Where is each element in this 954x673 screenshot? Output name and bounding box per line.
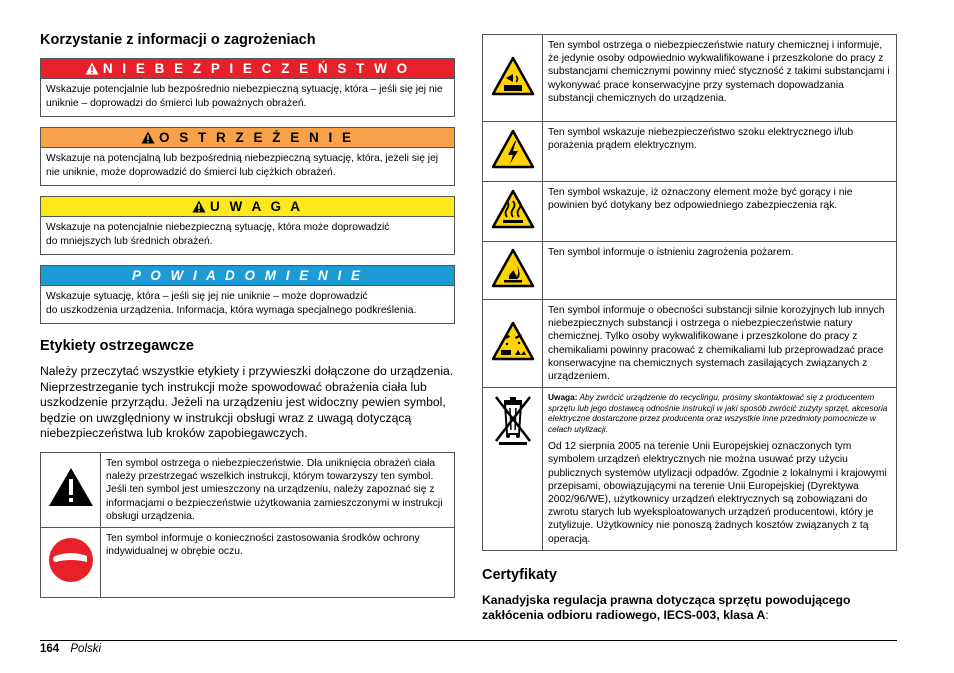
table-row [41,452,455,527]
warning-text: Wskazuje na potencjalną lub bezpośrednią niebezpieczną sytuację, która, jeżeli się jej nie uniknie, może doprowadzić do śmierci lub ciężkich obrażeń. [46,153,439,178]
right-column [482,34,897,624]
table-row [483,182,897,242]
weee-note-label: Uwaga: [548,392,578,403]
notice-text-line: do uszkodzenia urządzenia. Informacja, która wymaga specjalnego podkreślenia. [46,305,417,316]
notice-text [41,286,454,323]
protective-equipment-icon [47,536,95,584]
general-warning-icon [48,467,94,507]
symbol-text: Ten symbol ostrzega o niebezpieczeństwie natury chemicznej i informuje, że jedynie osoby odpowiednio wykwalifikowane i przeszkolone do pracy z substancjami chemicznymi powinny mieć styczność z takimi substancjami i wykonywać prace konserwacyjne przy systemach dopowadzania substancji chemicznych do urządzenia. [543,35,897,122]
notice-title: P O W I A D O M I E N I E [131,268,363,283]
caution-text-line: Wskazuje na potencjalnie niebezpieczną sytuację, która może doprowadzić [46,222,390,233]
table-row [41,527,455,597]
symbol-text: Ten symbol wskazuje, iż oznaczony element może być gorący i nie powinien być dotykany bez odpowiedniego zabezpieczenia rąk. [543,182,897,242]
footer-rule [40,640,897,641]
caution-text [41,217,454,254]
cert-colon: : [765,608,769,623]
section-heading-labels: Etykiety ostrzegawcze [40,338,194,354]
table-row [483,35,897,122]
corrosive-substance-icon [491,321,535,361]
labels-paragraph: Należy przeczytać wszystkie etykiety i przywieszki dołączone do urządzenia. Nieprzestrzeganie tych instrukcji może spowodować obrażenia ciała lub uszkodzenie przyrządu. Jeżeli na urządzeniu jest widoczny pewien symbol, będzie on uwzględniony w instrukcji obsługi wraz z uwagą dotyczącą niebezpieczeństwa lub kroków zapobiegawczych. [40,364,454,441]
cert-subheading-text: Kanadyjska regulacja prawna dotycząca sprzętu powodującego zakłócenia odbioru radiowego, IECS-003, klasa A [482,592,851,623]
table-row [483,242,897,300]
hot-surface-icon [491,189,535,229]
danger-box [40,58,455,117]
symbol-table-right [482,34,897,551]
section-heading-certificates: Certyfikaty [482,566,557,583]
warning-triangle-icon [192,200,206,213]
warning-title: O S T R Z E Ż E N I E [158,130,354,145]
warning-triangle-icon [85,62,99,75]
crossed-bin-icon [491,394,535,446]
symbol-text: Ten symbol informuje o obecności substancji silnie korozyjnych lub innych niebezpiecznych substancji i ostrzega o niebezpieczeństwie natury chemicznej. Tylko osoby wykwalifikowane i przeszkolone do pracy z chemikaliami powinny pracować z chemikaliami lub przeprowadzać prace konserwacyjne na chemicznych systemach zasilających związanych z urządzeniem. [543,300,897,388]
section-heading-hazard-info: Korzystanie z informacji o zagrożeniach [40,32,316,48]
caution-title: U W A G A [210,199,303,214]
weee-text: Od 12 sierpnia 2005 na terenie Unii Europejskiej oznaczonych tym symbolem urządzeń elektrycznych nie można usuwać przy użyciu publicznych systemów utylizacji odpadów. Zgodnie z lokalnymi i krajowymi przepisami, obowiązującymi na terenie Unii Europejskiej (Dyrektywa 2002/96/WE), użytkownicy urządzeń elektrycznych są zobowiązani do zwrotu starych lub wyeksploatowanych urządzeń producentowi, który je zutylizuje. Użytkownicy nie ponoszą żadnych kosztów związanych z tą operacją. [548,441,887,545]
symbol-text: Ten symbol informuje o istnieniu zagrożenia pożarem. [543,242,897,300]
chemical-hazard-icon [491,56,535,96]
notice-text-line: Wskazuje sytuację, która – jeśli się jej nie uniknie – może doprowadzić [46,291,368,302]
danger-title: N I E B E Z P I E C Z E Ń S T W O [102,61,411,76]
weee-note [548,392,891,434]
danger-text: Wskazuje potencjalnie lub bezpośrednio niebezpieczną sytuację, która – jeśli się jej nie uniknie – doprowadzi do śmierci lub poważnych obrażeń. [46,84,443,109]
caution-text-line: do mniejszych lub średnich obrażeń. [46,236,213,247]
table-row [483,300,897,388]
table-row [483,122,897,182]
symbol-text: Ten symbol wskazuje niebezpieczeństwo szoku elektrycznego i/lub porażenia prądem elektrycznym. [543,122,897,182]
left-column [40,32,455,598]
caution-box [40,196,455,255]
cert-subheading [482,593,897,624]
symbol-text: Ten symbol ostrzega o niebezpieczeństwie. Dla uniknięcia obrażeń ciała należy przestrzegać wszelkich instrukcji, którym towarzyszy ten symbol. Jeśli ten symbol jest umieszczony na urządzeniu, należy zapoznać się z informacjami o bezpieczeństwie użytkowania zamieszczonymi w instrukcji obsługi urządzenia. [101,452,455,527]
electric-shock-icon [491,129,535,169]
warning-triangle-icon [141,131,155,144]
page-number: 164 [40,643,60,655]
language-label: Polski [70,643,102,655]
table-row [483,388,897,551]
symbol-text: Ten symbol informuje o konieczności zastosowania środków ochrony indywidualnej w obrębie oczu. [101,527,455,597]
page-footer [40,643,101,655]
notice-box [40,265,455,324]
warning-box [40,127,455,186]
fire-hazard-icon [491,248,535,288]
symbol-table-left [40,452,455,598]
weee-note-text: Aby zwrócić urządzenie do recyclingu, prosimy skontaktować się z producentem sprzętu lub jego dostawcą odnośnie instrukcji w jaki sposób zwrócić zużyty sprzęt, akcesoria elektryczne dostarczone przez producenta oraz wszystkie inne przedmioty pomocnicze w celach utylizacji. [548,392,888,434]
